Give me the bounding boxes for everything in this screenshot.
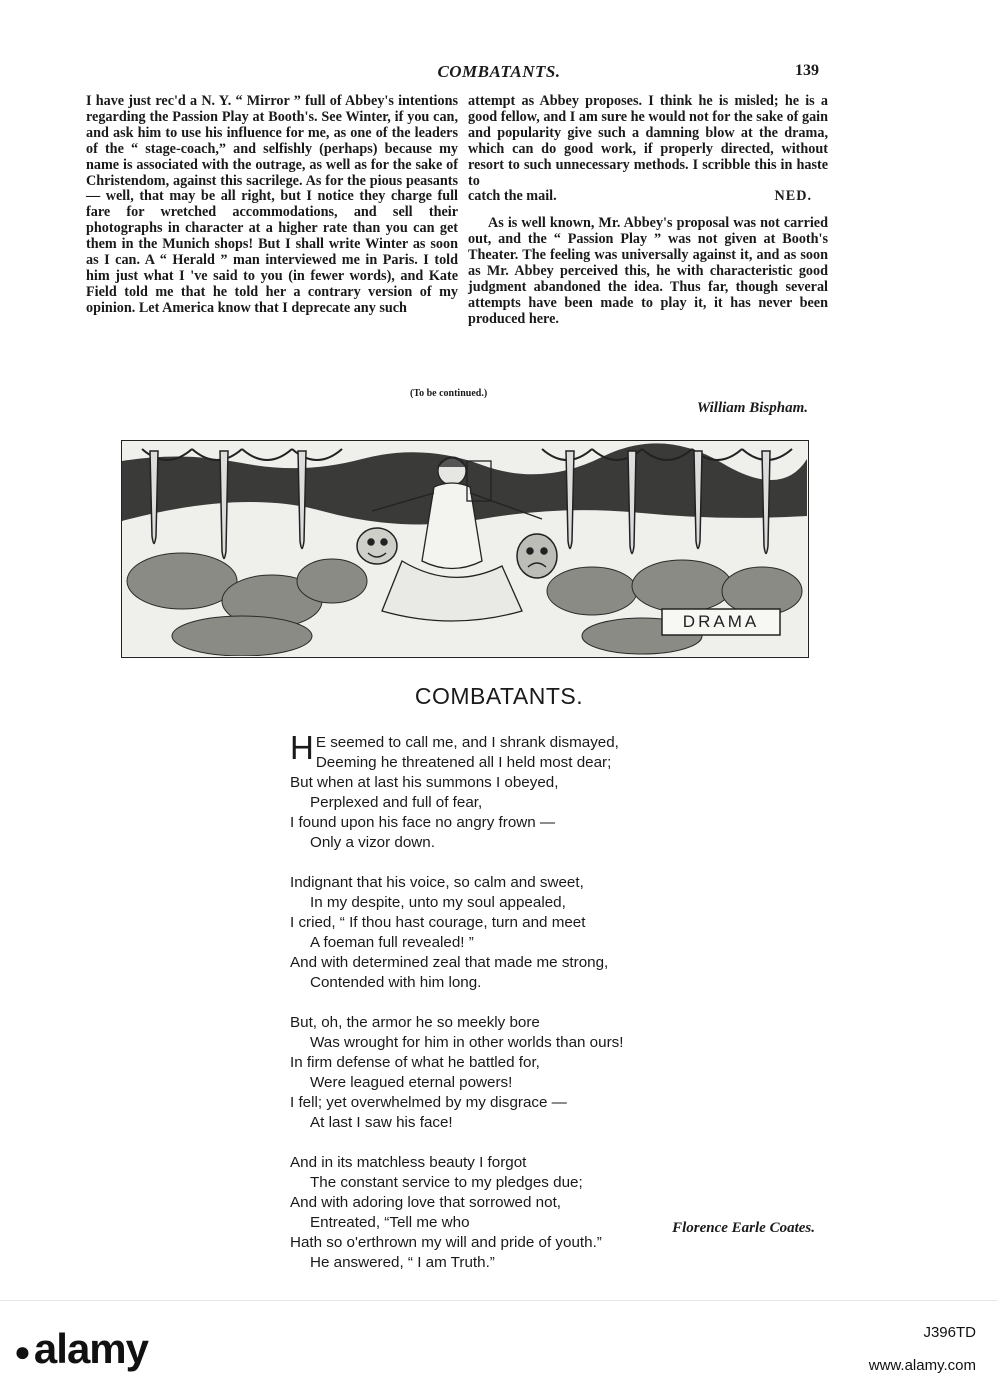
- stock-footer: [0, 1300, 998, 1391]
- letter-right-text: attempt as Abbey proposes. I think he is misled; he is a good fellow, and I am sure he would not for the sake of gain and popularity give such a damning blow at the drama, which can do good work, if properly directed, without resort to such unnecessary methods. I scribble this in haste to: [468, 93, 828, 189]
- poem-line: H E seemed to call me, and I shrank dismayed,: [290, 729, 619, 766]
- letter-right-column: [468, 94, 828, 328]
- poem-line: In my despite, unto my soul appealed,: [310, 894, 566, 911]
- poem-line: I fell; yet overwhelmed by my disgrace —: [290, 1094, 567, 1111]
- continued-note: (To be continued.): [410, 388, 488, 399]
- poem-line: At last I saw his face!: [310, 1114, 453, 1131]
- alamy-brand: alamy: [33, 1325, 149, 1372]
- letter-left-column: [86, 94, 458, 317]
- letter-signature: NED.: [774, 188, 812, 205]
- running-title: COMBATANTS.: [437, 62, 561, 81]
- poem-line: Entreated, “Tell me who: [310, 1214, 470, 1231]
- page-number: 139: [795, 62, 819, 79]
- poem-line: Were leagued eternal powers!: [310, 1074, 513, 1091]
- poem-line: Perplexed and full of fear,: [310, 794, 483, 811]
- site-url[interactable]: www.alamy.com: [868, 1357, 976, 1374]
- dropcap: H: [290, 729, 314, 766]
- poem-line: The constant service to my pledges due;: [310, 1174, 583, 1191]
- poem-stanza-2: [290, 873, 790, 993]
- alamy-mark-icon: ●: [14, 1335, 30, 1367]
- alamy-logo[interactable]: [14, 1325, 148, 1373]
- poem-stanza-1: [290, 729, 790, 853]
- poem-stanza-3: [290, 1013, 790, 1133]
- poem: [290, 729, 790, 1293]
- drama-illustration: [121, 440, 809, 658]
- poem-title: COMBATANTS.: [414, 683, 584, 709]
- drama-label: DRAMA: [682, 612, 760, 631]
- letter-last-line: catch the mail.: [468, 188, 557, 205]
- poem-line: Hath so o'erthrown my will and pride of youth.”: [290, 1234, 602, 1251]
- poem-stanza-4: [290, 1153, 790, 1273]
- poem-line: I cried, “ If thou hast courage, turn and meet: [290, 914, 586, 931]
- letter-signoff: [468, 189, 828, 205]
- poem-line: Indignant that his voice, so calm and sweet,: [290, 874, 584, 891]
- poem-line: Contended with him long.: [310, 974, 482, 991]
- poem-line: But, oh, the armor he so meekly bore: [290, 1014, 540, 1031]
- poem-line: And with adoring love that sorrowed not,: [290, 1194, 562, 1211]
- letter-left-text: I have just rec'd a N. Y. “ Mirror ” full of Abbey's intentions regarding the Passion Play at Booth's. See Winter, if you can, and ask him to use his influence for me, as one of the leaders of the “ stage-coach,” and selfishly (perhaps) because my name is associated with the outrage, as well as for the sake of Christendom, against this sacrilege. As for the pious peasants — well, that may be all right, but I notice they charge full fare for wretched accommodations, and sell their photographs in character at a higher rate than you can get them in the Munich shops! But I shall write Winter as soon as I can. A “ Herald ” man interviewed me in Paris. I told him just what I 've said to you (in fewer words), and Kate Field told me that he told her a contrary version of my opinion. Let America know that I deprecate any such: [86, 93, 458, 316]
- poem-line: And with determined zeal that made me strong,: [290, 954, 609, 971]
- poem-line: Was wrought for him in other worlds than ours!: [310, 1034, 624, 1051]
- poem-line: Only a vizor down.: [310, 834, 435, 851]
- poem-line: Deeming he threatened all I held most dear;: [315, 754, 612, 771]
- image-id: J396TD: [923, 1324, 976, 1341]
- poem-line: And in its matchless beauty I forgot: [290, 1154, 527, 1171]
- poem-author: Florence Earle Coates.: [672, 1220, 815, 1236]
- editor-commentary: As is well known, Mr. Abbey's proposal was not carried out, and the “ Passion Play ” was not given at Booth's Theater. The feeling was universally against it, and as soon as Mr. Abbey perceived this, he with characteristic good judgment abandoned the idea. Thus far, though several attempts have been made to play it, it has never been produced here.: [468, 215, 828, 327]
- article-author: William Bispham.: [696, 400, 808, 416]
- poem-line: In firm defense of what he battled for,: [290, 1054, 540, 1071]
- poem-line: I found upon his face no angry frown —: [290, 814, 556, 831]
- poem-line: But when at last his summons I obeyed,: [290, 774, 559, 791]
- poem-line: He answered, “ I am Truth.”: [310, 1254, 495, 1271]
- poem-line: A foeman full revealed! ”: [310, 934, 474, 951]
